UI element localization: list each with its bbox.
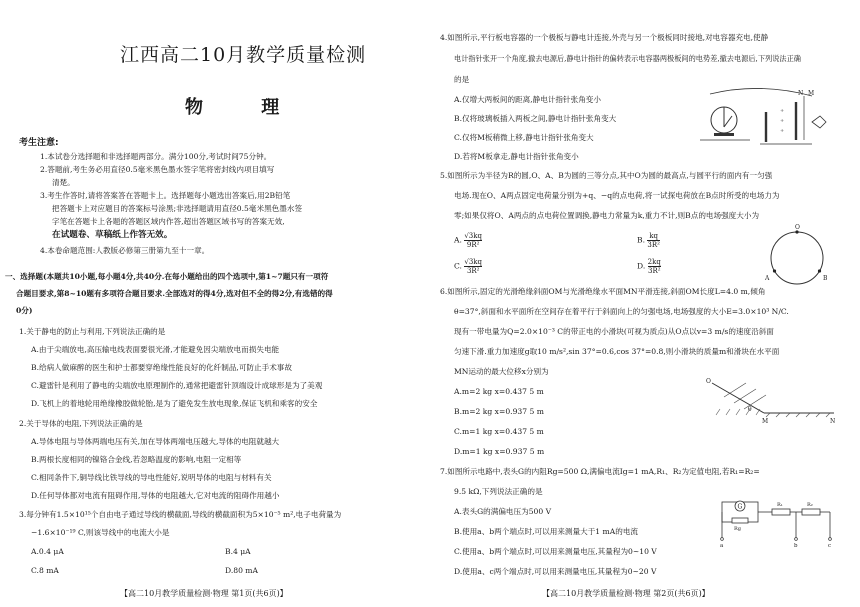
exam-title: 江西高二10月教学质量检测 — [120, 44, 367, 66]
notice-line: 字笔在答题卡上各题的答题区域内作答,超出答题区域书写的答案无效, — [52, 217, 285, 226]
option-b: B.使用a、b两个端点时,可以用来测量大于1 mA的电流 — [454, 527, 639, 536]
question-stem: 的是 — [454, 75, 470, 84]
option-a: A.表头G的满偏电压为500 V — [454, 507, 552, 516]
option-d: D.飞机上的着地轮用绝缘橡胶做轮胎,是为了避免发生放电现象,保证飞机和乘客的安全 — [31, 399, 318, 408]
notice-line: 2.答题前,考生务必用直径0.5毫米黑色墨水签字笔将密封线内项目填写 — [40, 165, 275, 174]
section-line: 0分) — [16, 306, 33, 315]
figure-label: Rg — [734, 526, 741, 532]
question-stem-cont: −1.6×10⁻¹⁹ C,则该导线中的电流大小是 — [31, 528, 170, 537]
figure-label: θ — [748, 406, 752, 413]
left-page — [0, 0, 420, 607]
option-b: B.4 μA — [225, 547, 251, 556]
option-c: C.避雷针是利用了静电的尖端放电原理制作的,通常把避雷针顶端设计成球形是为了美观 — [31, 381, 323, 390]
figure-label: R₂ — [807, 502, 813, 508]
option-c: C.使用a、b两个端点时,可以用来测量电压,其量程为0~10 V — [454, 547, 657, 556]
option-a: A.m=2 kg x=0.437 5 m — [454, 387, 544, 396]
option-a: A.由于尖端放电,高压输电线表面要很光滑,才能避免因尖端放电而损失电能 — [31, 345, 280, 354]
svg-text:+: + — [780, 108, 785, 114]
option-b: B. $\frac{kq}{\text{3R²}}$ — [637, 232, 660, 249]
section-line: 一、选择题(本题共10小题,每小题4分,共40分.在每小题给出的四个选项中,第1~7题只有一项符 — [5, 272, 329, 281]
svg-text:+: + — [780, 128, 785, 134]
figure-label: G — [737, 503, 743, 511]
option-d: D.80 mA — [225, 566, 258, 575]
option-c: C.m=1 kg x=0.437 5 m — [454, 427, 544, 436]
figure-label: a — [720, 543, 724, 548]
notice-line: 3.考生作答时,请将答案答在答题卡上。选择题每小题选出答案后,用2B铅笔 — [40, 191, 291, 200]
option-a: A.仅增大两板间的距离,静电计指针张角变小 — [454, 95, 601, 104]
subject-title: 物 理 — [185, 97, 306, 118]
question-stem: 零;如果仅将O、A两点的点电荷位置调换,静电力常量为k,重力不计,则B点的电场强度大小为 — [454, 211, 760, 220]
circle-figure — [762, 222, 832, 288]
option-b: B.给病人做麻醉的医生和护士都要穿绝缘性能良好的化纤制品,可防止手术事故 — [31, 363, 292, 372]
figure-label: c — [828, 543, 832, 548]
svg-text:+: + — [780, 118, 785, 124]
circuit-figure — [718, 496, 840, 548]
question-stem: MN运动的最大位移x分别为 — [454, 367, 549, 376]
figure-label: O — [706, 378, 711, 385]
section-line: 合题目要求,第8~10题有多项符合题目要求.全部选对的得4分,选对但不全的得2分,有选错的得 — [16, 289, 333, 298]
notice-line: 在试题卷、草稿纸上作答无效。 — [52, 230, 173, 240]
figure-label: R₁ — [777, 502, 783, 508]
option-a: A. $\frac{√3kq}{\text{9R²}}$ — [454, 232, 482, 249]
notice-title: 考生注意: — [19, 138, 59, 148]
question-stem: 匀速下滑.重力加速度g取10 m/s²,sin 37°=0.6,cos 37°=0.8,则小滑块的质量m和滑块在水平面 — [454, 347, 780, 356]
electrometer-capacitor-figure — [700, 82, 840, 152]
question-stem: 4.如图所示,平行板电容器的一个极板与静电计连接,外壳与另一个极板同时接地,对电容器充电,使静 — [440, 33, 769, 42]
option-d: D. $\frac{2kq}{\text{3R²}}$ — [637, 258, 661, 275]
question-stem: 6.如图所示,固定的光滑绝缘斜面OM与光滑绝缘水平面MN平滑连接,斜面OM长度L=4.0 m,倾角 — [440, 287, 766, 296]
notice-line: 清楚。 — [52, 178, 75, 187]
figure-label: B — [823, 275, 828, 282]
notice-line: 4.本卷命题范围:人教版必修第三册第九至十一章。 — [40, 246, 210, 255]
figure-label: O — [795, 224, 800, 231]
incline-figure — [702, 375, 842, 425]
option-c: C.仅将M板稍微上移,静电计指针张角变大 — [454, 133, 594, 142]
option-d: D.若将M板拿走,静电计指针张角变小 — [454, 152, 579, 161]
page-footer: 【高二10月教学质量检测·物理 第2页(共6页)】 — [542, 589, 710, 598]
option-c: C. $\frac{√3kq}{\text{3R²}}$ — [454, 258, 483, 275]
notice-line: 把答题卡上对应题目的答案标号涂黑;非选择题请用直径0.5毫米黑色墨水签 — [52, 204, 303, 213]
figure-label: N — [830, 418, 836, 425]
figure-label: b — [794, 543, 798, 548]
right-page — [432, 0, 860, 607]
option-b: B.仅将玻璃板插入两板之间,静电计指针张角变大 — [454, 114, 617, 123]
figure-label: N — [798, 90, 804, 97]
question-stem: 9.5 kΩ,下列说法正确的是 — [454, 487, 543, 496]
option-d: D.使用a、c两个端点时,可以用来测量电压,其量程为0~20 V — [454, 567, 657, 576]
page-footer: 【高二10月教学质量检测·物理 第1页(共6页)】 — [120, 589, 288, 598]
option-a: A.导体电阻与导体两端电压有关,加在导体两端电压越大,导体的电阻就越大 — [31, 437, 280, 446]
figure-label: M — [762, 418, 769, 425]
question-stem: 现有一带电量为Q=2.0×10⁻³ C的带正电的小滑块(可视为质点)从O点以v=3 m/s的速度沿斜面 — [454, 327, 774, 336]
question-stem: 2.关于导体的电阻,下列说法正确的是 — [19, 419, 143, 428]
question-stem: 3.每分钟有1.5×10¹⁵个自由电子通过导线的横截面,导线的横截面积为5×10⁻⁵ m²,电子电荷量为 — [19, 510, 342, 519]
question-stem: 7.如图所示电路中,表头G的内阻Rg=500 Ω,满偏电流Ig=1 mA,R₁、R₂为定值电阻,若R₁=R₂= — [440, 467, 760, 476]
question-stem: θ=37°,斜面和水平面所在空间存在着平行于斜面向上的匀强电场,电场强度的大小E=3.0×10³ N/C. — [454, 307, 789, 316]
question-stem: 1.关于静电的防止与利用,下列说法正确的是 — [19, 327, 166, 336]
option-c: C.相同条件下,铜导线比铁导线的导电性能好,说明导体的电阻与材料有关 — [31, 473, 272, 482]
figure-label: A — [765, 275, 770, 282]
notice-line: 1.本试卷分选择题和非选择题两部分。满分100分,考试时间75分钟。 — [40, 152, 272, 161]
option-b: B.m=2 kg x=0.937 5 m — [454, 407, 544, 416]
option-c: C.8 mA — [31, 566, 59, 575]
option-b: B.两根长度相同的镍铬合金线,若忽略温度的影响,电阻一定相等 — [31, 455, 242, 464]
option-d: D.任何导体都对电流有阻碍作用,导体的电阻越大,它对电流的阻碍作用越小 — [31, 491, 280, 500]
option-d: D.m=1 kg x=0.937 5 m — [454, 447, 545, 456]
figure-label: M — [808, 90, 815, 97]
question-stem: 电计指针张开一个角度,撤去电源后,静电计指针的偏转表示电容器两极板间的电势差,撤去电源后,下列说法正确 — [454, 54, 801, 63]
question-stem: 电场.现在O、A两点固定电荷量分别为+q、−q的点电荷,将一试探电荷放在B点时所受的电场力为 — [454, 191, 780, 200]
option-a: A.0.4 μA — [31, 547, 64, 556]
question-stem: 5.如图所示为半径为R的圆,O、A、B为圆的三等分点,其中O为圆的最高点,与圆平行的面内有一匀强 — [440, 171, 773, 180]
